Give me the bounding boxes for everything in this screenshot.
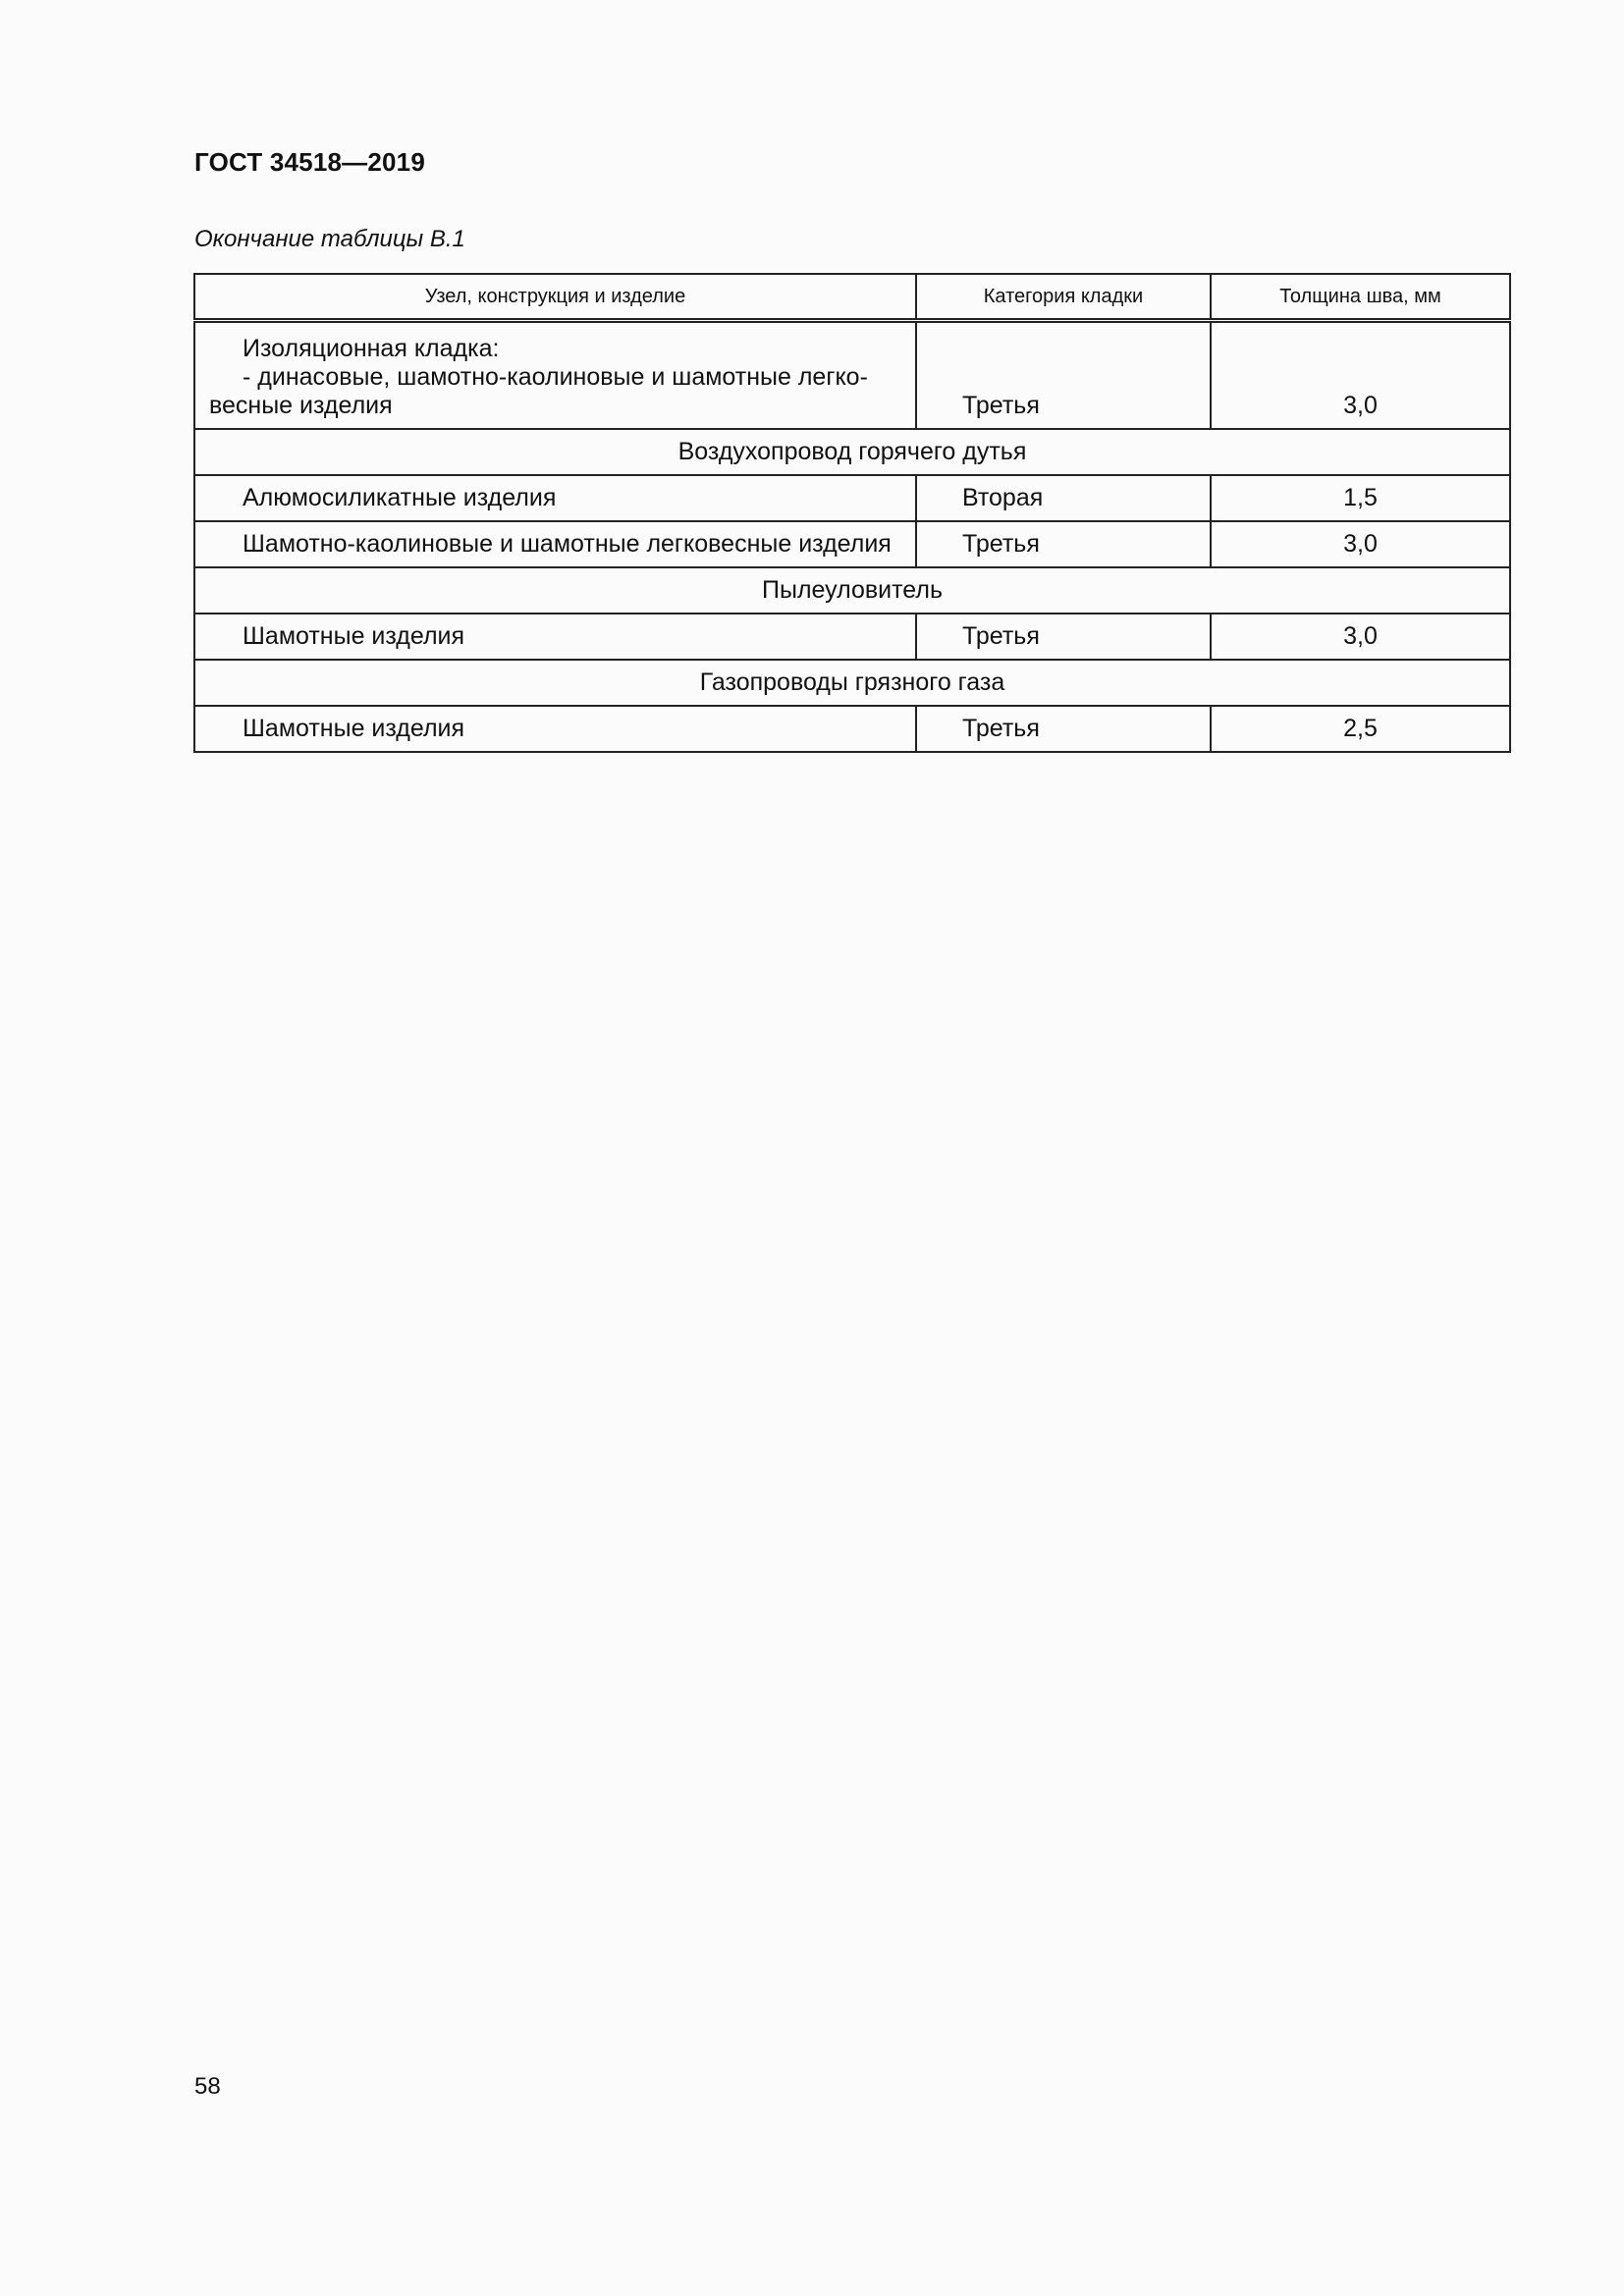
row-category: Третья [916,521,1211,567]
row-thickness: 2,5 [1211,706,1510,752]
header-thickness: Толщина шва, мм [1211,274,1510,321]
page-number: 58 [194,2073,221,2100]
row-thickness: 3,0 [1211,521,1510,567]
row-category: Вторая [916,475,1211,521]
row-name: Шамотно-каолиновые и шамотные легковесные изделия [194,521,916,567]
section-title: Газопроводы грязного газа [194,660,1510,706]
row-name: Шамотные изделия [194,614,916,660]
section-title: Воздухопровод горячего дутья [194,429,1510,475]
masonry-table [193,273,1511,753]
row-category: Третья [916,706,1211,752]
row-name-line: весные изделия [209,392,393,419]
row-name-line: Изоляционная кладка: [243,335,500,362]
section-row [194,660,1510,706]
section-row [194,567,1510,614]
header-category: Категория кладки [916,274,1211,321]
row-category: Третья [916,614,1211,660]
header-unit: Узел, конструкция и изделие [194,274,916,321]
table-row [194,321,1510,430]
table-header-row [194,274,1510,321]
table-row [194,475,1510,521]
section-title: Пылеуловитель [194,567,1510,614]
row-thickness: 3,0 [1211,614,1510,660]
row-thickness: 1,5 [1211,475,1510,521]
row-category: Третья [916,321,1211,430]
section-row [194,429,1510,475]
table-row [194,521,1510,567]
row-name-line: - динасовые, шамотно-каолиновые и шамотные легко- [243,363,868,391]
table-row [194,706,1510,752]
table-row [194,614,1510,660]
row-thickness: 3,0 [1211,321,1510,430]
table-caption: Окончание таблицы В.1 [194,226,465,252]
row-name: Шамотные изделия [194,706,916,752]
row-name: Алюмосиликатные изделия [194,475,916,521]
row-name-cell [194,321,916,430]
standard-header: ГОСТ 34518—2019 [194,147,425,177]
